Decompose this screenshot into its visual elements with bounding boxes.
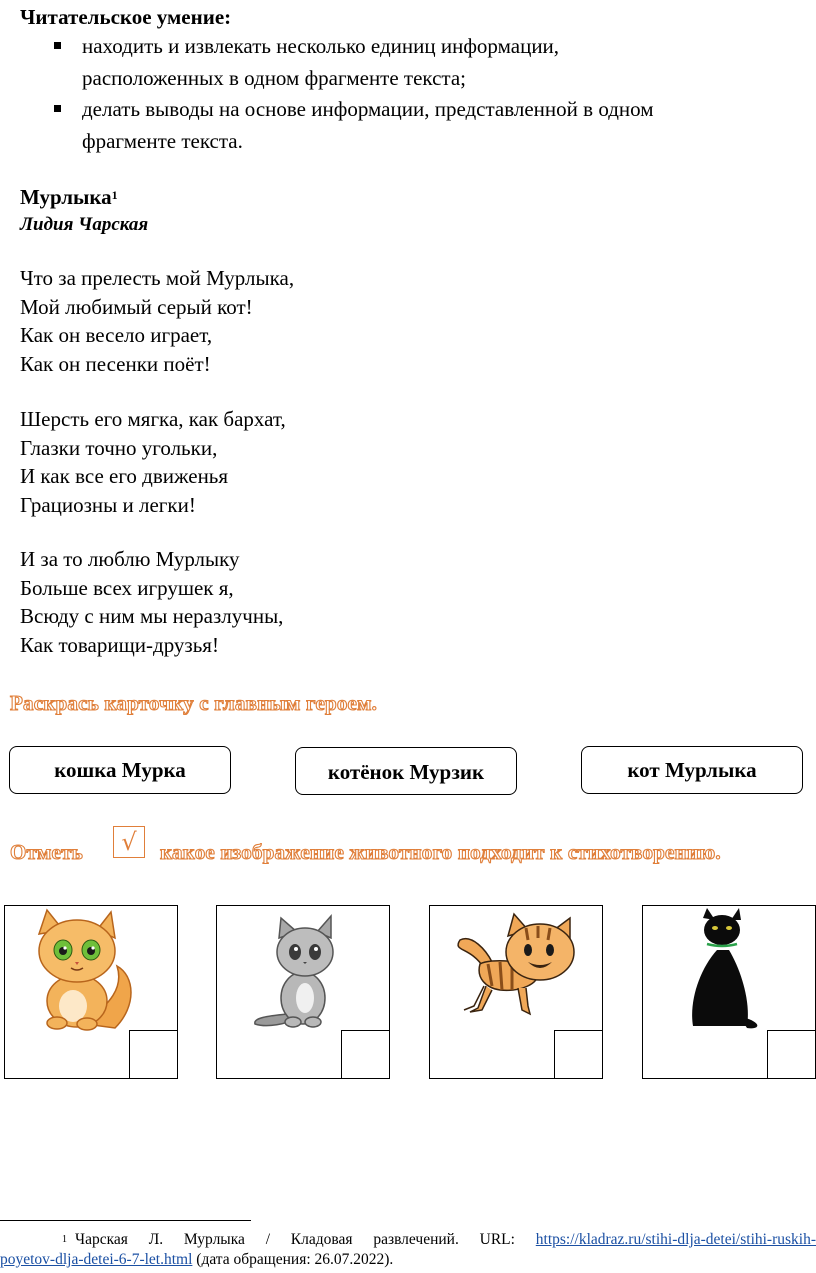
poem-line: Грациозны и легки! bbox=[20, 492, 196, 517]
card-koshka-murka[interactable]: кошка Мурка bbox=[9, 746, 231, 794]
poem-title-text: Мурлыка bbox=[20, 185, 112, 209]
skill-line: находить и извлекать несколько единиц информации, bbox=[82, 34, 560, 58]
picture-striped-cat bbox=[429, 905, 603, 1079]
footnote bbox=[0, 1230, 816, 1270]
footnote-link[interactable]: poyetov-dlja-detei-6-7-let.html bbox=[0, 1251, 193, 1268]
footnote-line bbox=[0, 1230, 816, 1250]
skill-line: расположенных в одном фрагменте текста; bbox=[82, 66, 467, 90]
poem-line: Всюду с ним мы неразлучны, bbox=[20, 604, 284, 628]
answer-checkbox[interactable] bbox=[129, 1030, 178, 1079]
poem-line: Как товарищи-друзья! bbox=[20, 632, 219, 657]
footnote-number: 1 bbox=[62, 1234, 67, 1245]
footnote-ref[interactable]: 1 bbox=[111, 188, 118, 202]
skill-item bbox=[82, 30, 798, 94]
poem-line: Как он весело играет, bbox=[20, 323, 213, 347]
bullet-icon bbox=[54, 105, 61, 112]
footnote-link[interactable]: https://kladraz.ru/stihi-dlja-detei/stihi-ruskih- bbox=[535, 1231, 816, 1248]
poem-line: Глазки точно угольки, bbox=[20, 435, 218, 460]
checkmark-box-icon: √ bbox=[113, 826, 145, 858]
poem-line: Мой любимый серый кот! bbox=[20, 294, 253, 319]
stanza bbox=[20, 405, 286, 519]
poem-line: Шерсть его мягка, как бархат, bbox=[20, 407, 286, 431]
poem-line: Что за прелесть мой Мурлыка, bbox=[20, 266, 295, 290]
task-mark-question: какое изображение животного подходит к стихотворению. bbox=[160, 840, 721, 864]
card-kotenok-murzik[interactable]: котёнок Мурзик bbox=[295, 747, 517, 795]
skill-item bbox=[82, 93, 798, 157]
skills-title: Читательское умение: bbox=[20, 5, 232, 29]
footnote-line bbox=[0, 1250, 816, 1270]
footnote-date: (дата обращения: 26.07.2022). bbox=[192, 1251, 394, 1268]
picture-ginger-kitten bbox=[4, 905, 178, 1079]
bullet-icon bbox=[54, 42, 61, 49]
poem-author: Лидия Чарская bbox=[20, 214, 149, 235]
poem-title bbox=[20, 184, 118, 210]
skill-line: делать выводы на основе информации, представленной в одном bbox=[82, 97, 654, 121]
card-kot-murlyka[interactable]: кот Мурлыка bbox=[581, 746, 803, 794]
skill-line: фрагменте текста. bbox=[82, 129, 243, 153]
poem-line: Как он песенки поёт! bbox=[20, 351, 211, 376]
poem-line: Больше всех игрушек я, bbox=[20, 575, 234, 600]
answer-checkbox[interactable] bbox=[554, 1030, 603, 1079]
answer-checkbox[interactable] bbox=[341, 1030, 390, 1079]
picture-gray-kitten bbox=[216, 905, 390, 1079]
footnote-divider bbox=[0, 1220, 251, 1221]
stanza bbox=[20, 264, 294, 378]
answer-checkbox[interactable] bbox=[767, 1030, 816, 1079]
poem-line: И за то люблю Мурлыку bbox=[20, 547, 240, 571]
stanza bbox=[20, 545, 283, 659]
task-color-card: Раскрась карточку с главным героем. bbox=[10, 691, 378, 715]
footnote-text: Чарская Л. Мурлыка / Кладовая развлечений. URL: bbox=[75, 1231, 536, 1248]
picture-black-cat bbox=[642, 905, 816, 1079]
poem-line: И как все его движенья bbox=[20, 464, 229, 488]
task-mark-text: Отметь bbox=[10, 840, 83, 864]
